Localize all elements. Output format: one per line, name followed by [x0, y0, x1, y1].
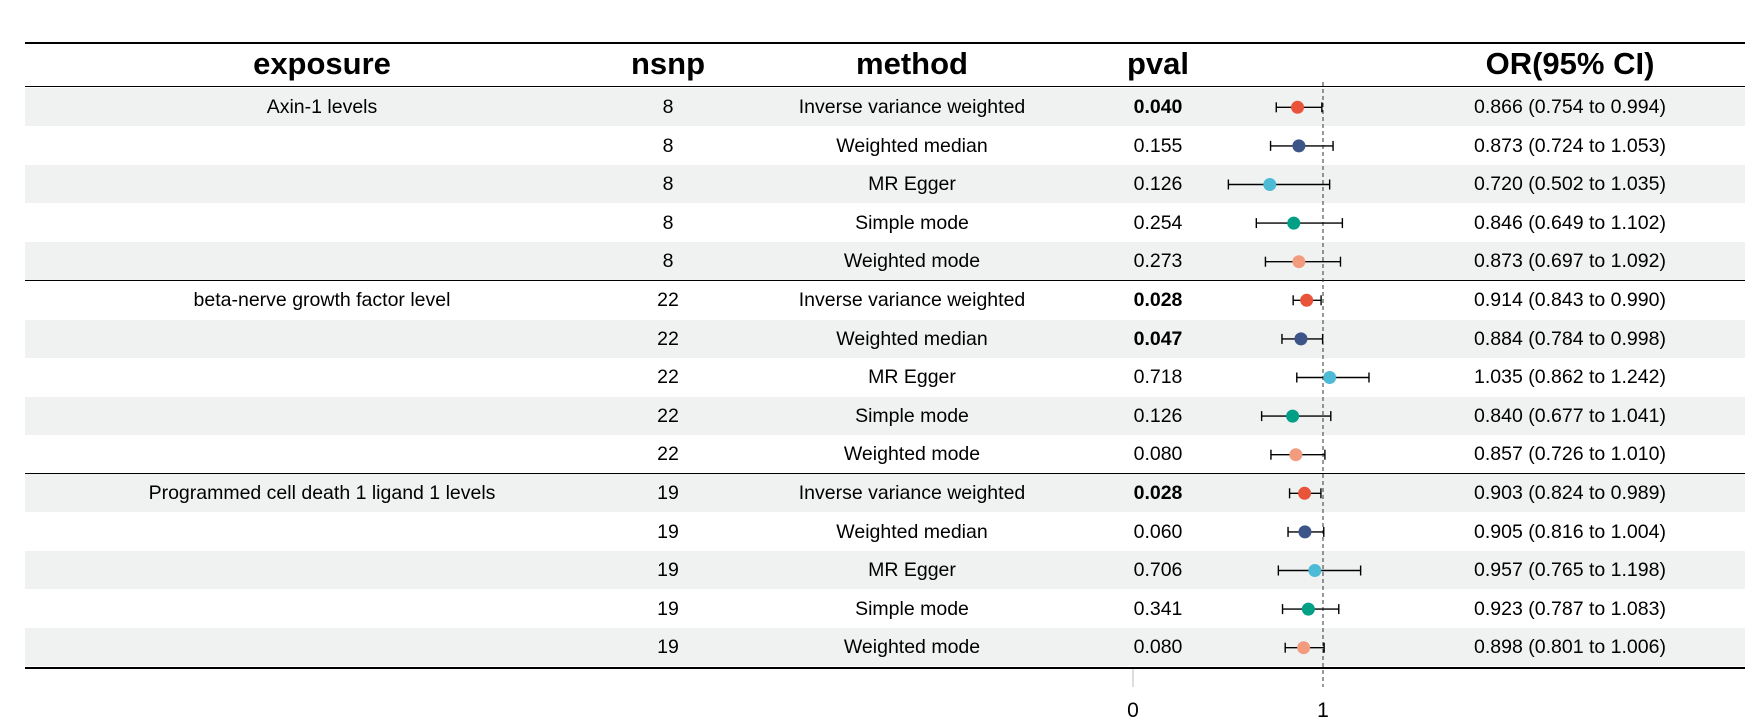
- point-estimate: [1294, 332, 1307, 345]
- pval-cell: 0.047: [1133, 327, 1183, 350]
- pval-cell: 0.080: [1133, 636, 1183, 659]
- pval-cell: 0.273: [1133, 250, 1183, 273]
- pval-cell: 0.155: [1133, 134, 1183, 157]
- or-ci-cell: 0.873 (0.697 to 1.092): [1474, 250, 1666, 273]
- nsnp-cell: 19: [657, 520, 679, 543]
- method-cell: MR Egger: [868, 366, 956, 389]
- method-cell: Weighted mode: [843, 250, 981, 273]
- point-estimate: [1297, 641, 1310, 654]
- or-ci-cell: 0.720 (0.502 to 1.035): [1474, 173, 1666, 196]
- nsnp-cell: 22: [657, 366, 679, 389]
- method-cell: MR Egger: [868, 559, 956, 582]
- method-cell: Simple mode: [855, 597, 969, 620]
- or-ci-cell: 0.903 (0.824 to 0.989): [1474, 482, 1666, 504]
- pval-cell: 0.126: [1133, 404, 1183, 427]
- or-ci-cell: 0.898 (0.801 to 1.006): [1474, 636, 1666, 659]
- or-ci-cell: 0.957 (0.765 to 1.198): [1474, 559, 1666, 582]
- nsnp-cell: 8: [662, 96, 674, 118]
- header-nsnp: nsnp: [630, 46, 706, 81]
- x-tick-label: 1: [1317, 699, 1329, 717]
- point-estimate: [1298, 487, 1311, 500]
- or-ci-cell: 0.905 (0.816 to 1.004): [1474, 520, 1666, 543]
- point-estimate: [1323, 371, 1336, 384]
- header-pval: pval: [1126, 46, 1190, 81]
- or-ci-cell: 0.873 (0.724 to 1.053): [1474, 134, 1666, 157]
- point-estimate: [1292, 255, 1305, 268]
- point-estimate: [1292, 139, 1305, 152]
- or-ci-cell: 0.914 (0.843 to 0.990): [1474, 289, 1666, 311]
- pval-cell: 0.126: [1133, 173, 1183, 196]
- nsnp-cell: 8: [662, 250, 674, 273]
- or-ci-cell: 0.857 (0.726 to 1.010): [1474, 443, 1666, 466]
- point-estimate: [1286, 410, 1299, 423]
- pval-cell: 0.341: [1133, 597, 1183, 620]
- point-estimate: [1291, 101, 1304, 114]
- nsnp-cell: 8: [662, 173, 674, 196]
- or-ci-cell: 0.846 (0.649 to 1.102): [1474, 211, 1666, 234]
- nsnp-cell: 22: [657, 327, 679, 350]
- exposure-cell: Axin-1 levels: [266, 96, 378, 118]
- pval-cell: 0.254: [1133, 211, 1183, 234]
- pval-cell: 0.080: [1133, 443, 1183, 466]
- nsnp-cell: 22: [657, 404, 679, 427]
- method-cell: Inverse variance weighted: [798, 482, 1026, 504]
- nsnp-cell: 19: [657, 597, 679, 620]
- exposure-cell: Programmed cell death 1 ligand 1 levels: [148, 482, 496, 504]
- header-method: method: [856, 46, 968, 81]
- method-cell: Inverse variance weighted: [798, 96, 1026, 118]
- method-cell: Weighted mode: [843, 636, 981, 659]
- header-exposure: exposure: [253, 46, 391, 81]
- method-cell: Inverse variance weighted: [798, 289, 1026, 311]
- or-ci-cell: 0.866 (0.754 to 0.994): [1474, 96, 1666, 118]
- point-estimate: [1298, 525, 1311, 538]
- method-cell: Simple mode: [855, 404, 969, 427]
- pval-cell: 0.060: [1133, 520, 1183, 543]
- nsnp-cell: 8: [662, 211, 674, 234]
- or-ci-cell: 0.840 (0.677 to 1.041): [1474, 404, 1666, 427]
- nsnp-cell: 19: [657, 636, 679, 659]
- point-estimate: [1300, 294, 1313, 307]
- method-cell: Simple mode: [855, 211, 969, 234]
- pval-cell: 0.718: [1133, 366, 1183, 389]
- nsnp-cell: 19: [657, 482, 679, 504]
- method-cell: MR Egger: [868, 173, 956, 196]
- pval-cell: 0.040: [1133, 96, 1183, 118]
- method-cell: Weighted median: [836, 134, 988, 157]
- method-cell: Weighted median: [836, 327, 988, 350]
- point-estimate: [1289, 448, 1302, 461]
- x-tick-label: 0: [1127, 699, 1139, 717]
- or-ci-cell: 0.884 (0.784 to 0.998): [1474, 327, 1666, 350]
- nsnp-cell: 22: [657, 289, 679, 311]
- point-estimate: [1287, 217, 1300, 230]
- pval-cell: 0.706: [1133, 559, 1183, 582]
- nsnp-cell: 19: [657, 559, 679, 582]
- or-ci-cell: 1.035 (0.862 to 1.242): [1474, 366, 1666, 389]
- exposure-cell: beta-nerve growth factor level: [193, 289, 451, 311]
- or-ci-cell: 0.923 (0.787 to 1.083): [1474, 597, 1666, 620]
- nsnp-cell: 8: [662, 134, 674, 157]
- point-estimate: [1263, 178, 1276, 191]
- point-estimate: [1308, 564, 1321, 577]
- point-estimate: [1302, 603, 1315, 616]
- nsnp-cell: 22: [657, 443, 679, 466]
- method-cell: Weighted median: [836, 520, 988, 543]
- pval-cell: 0.028: [1133, 482, 1183, 504]
- method-cell: Weighted mode: [843, 443, 981, 466]
- header-or-ci: OR(95% CI): [1485, 46, 1655, 81]
- pval-cell: 0.028: [1133, 289, 1183, 311]
